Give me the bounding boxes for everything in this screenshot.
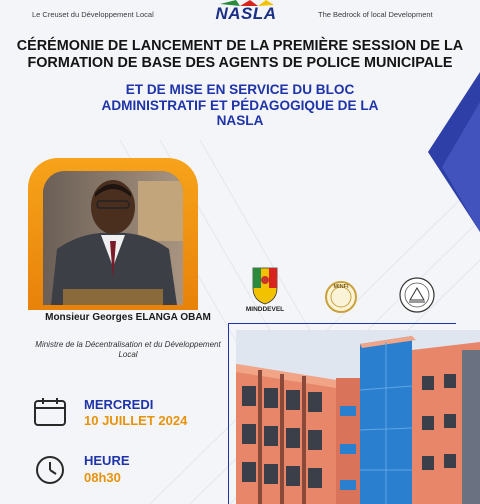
main-title: CÉRÉMONIE DE LANCEMENT DE LA PREMIÈRE SESSION DE LA FORMATION DE BASE DES AGENTS DE POLICE MUNICIPALE bbox=[16, 38, 464, 71]
tagline-left: Le Creuset du Développement Local bbox=[32, 10, 154, 19]
guest-photo bbox=[43, 171, 183, 305]
decorative-triangle bbox=[420, 72, 480, 232]
day-label: MERCREDI bbox=[84, 397, 154, 412]
building-photo bbox=[236, 330, 480, 504]
cameroon-emblem-icon bbox=[250, 266, 280, 306]
guest-name: Monsieur Georges ELANGA OBAM bbox=[45, 312, 211, 323]
event-date: 10 JUILLET 2024 bbox=[84, 413, 188, 428]
logo-text: NASLA bbox=[215, 4, 277, 23]
time-label: HEURE bbox=[84, 453, 130, 468]
guest-role: Ministre de la Décentralisation et du Développement Local bbox=[35, 340, 221, 359]
clock-icon bbox=[35, 455, 65, 485]
government-seal-icon bbox=[398, 276, 436, 314]
minfi-label: MINFI bbox=[333, 284, 349, 290]
tagline-right: The Bedrock of local Development bbox=[318, 10, 433, 19]
nasla-logo bbox=[206, 0, 286, 28]
calendar-icon bbox=[33, 397, 67, 427]
sub-title: ET DE MISE EN SERVICE DU BLOC ADMINISTRATIF ET PÉDAGOGIQUE DE LA NASLA bbox=[101, 82, 379, 128]
minddevel-label: MINDDEVEL bbox=[245, 306, 285, 313]
event-time: 08h30 bbox=[84, 470, 121, 485]
